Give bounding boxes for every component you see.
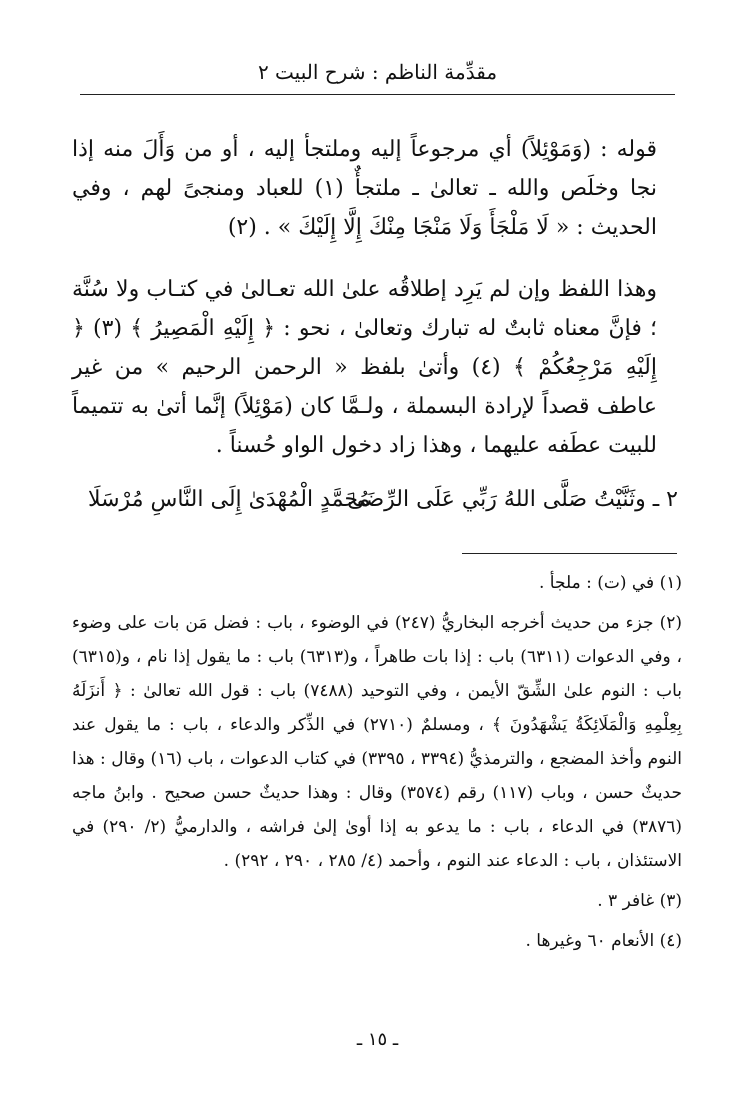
footnote-4: (٤) الأنعام ٦٠ وغيرها . [525,931,682,951]
footnote-divider [462,553,677,554]
paragraph-spacer [72,247,682,270]
running-header: مقدِّمة الناظم : شرح البيت ٢ [257,60,498,84]
footnote-2: (٢) جزء من حديث أخرجه البخاريُّ (٢٤٧) في الوضوء ، باب : فضل مَن بات على وضوء ، وفي الدعوات (٦٣١١) باب : إذا بات طاهراً ، و(٦٣١٣) باب : ما يقول إذا نام ، و(٦٣١٥) باب : النوم علىٰ الشِّقّ الأيمن ، وفي التوحيد (٧٤٨٨) باب : قول الله تعالىٰ : ﴿ أَنزَلَهُ بِعِلْمِهِ وَالْمَلَائِكَةُ يَشْهَدُونَ ﴾ ، ومسلمٌ (٢٧١٠) في الذِّكر والدعاء ، باب : ما يقول عند النوم وأخذ المضجع ، والترمذيُّ (٣٣٩٤ ، ٣٣٩٥) في كتاب الدعوات ، باب (١٦) وقال : هذا حديثٌ حسن ، وباب (١١٧) رقم (٣٥٧٤) وقال : وهذا حديثٌ حسن صحيح . وابنُ ماجه (٣٨٧٦) في الدعاء ، باب : ما يدعو به إذا أوىٰ إلىٰ فراشه ، والدارميُّ (٢/ ٢٩٠) في الاستئذان ، باب : الدعاء عند النوم ، وأحمد (٤/ ٢٨٥ ، ٢٩٠ ، ٢٩٢) . [72,613,682,871]
footnote-1: (١) في (ت) : ملجأ . [538,573,682,593]
page-number: ـ ١٥ ـ [356,1029,399,1050]
footnote-3: (٣) غافر ٣ . [597,891,682,911]
main-text [72,130,682,465]
verse-first-hemistich: ٢ ـ وثَنَّيْتُ صَلَّى اللهُ رَبِّي عَلَى الرِّضَىٰ [347,487,678,512]
commentary-paragraph-1: قوله : (وَمَوْئِلاً) أي مرجوعاً إليه وملتجأ إليه ، أو من وَأَلَ منه إذا نجا وخلَص والله ـ تعالىٰ ـ ملتجأٌ (١) للعباد ومنجىً لهم ، وفي الحديث : « لَا مَلْجَأَ وَلَا مَنْجَا مِنْكَ إِلَّا إِلَيْكَ » . (٢) [72,137,657,240]
poem-verse [88,478,678,522]
footnotes [72,566,682,964]
header-divider [80,94,675,95]
verse-second-hemistich: مُحَمَّدٍ الْمُهْدَىٰ إِلَى النَّاسِ مُرْسَلَا [88,487,371,512]
commentary-paragraph-2: وهذا اللفظ وإن لم يَرِد إطلاقُه علىٰ الله تعـالىٰ في كتـاب ولا سُنَّة ؛ فإنَّ معناه ثابتٌ له تبارك وتعالىٰ ، نحو : ﴿ إِلَيْهِ الْمَصِيرُ ﴾ (٣) ﴿ إِلَيْهِ مَرْجِعُكُمْ ﴾ (٤) وأتىٰ بلفظ « الرحمن الرحيم » من غير عاطف قصداً لإرادة البسملة ، ولـمَّا كان (مَوْئِلاً) إنَّما أتىٰ به تتميماً للبيت عطَفه عليهما ، وهذا زاد دخول الواو حُسناً . [72,277,657,458]
